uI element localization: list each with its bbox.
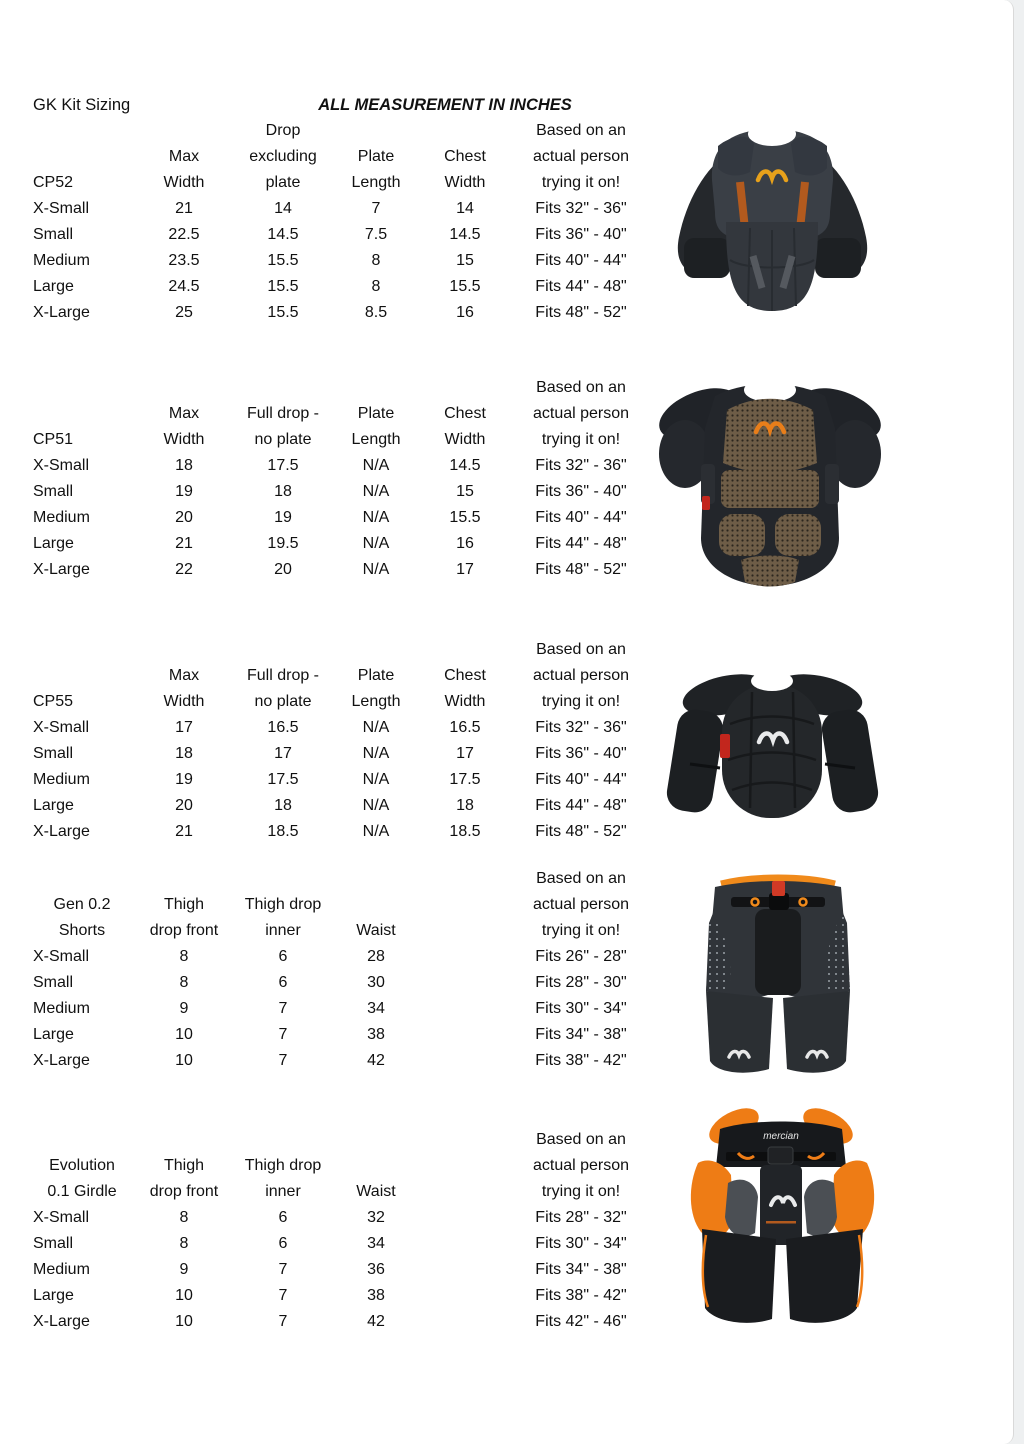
column-header: trying it on! [541,922,621,939]
value-cell: 18 [456,797,474,814]
value-cell: Fits 36" - 40" [535,226,627,243]
value-cell: 16.5 [449,719,481,736]
column-header: trying it on! [541,693,621,710]
column-header: inner [265,1183,301,1200]
value-cell: N/A [362,745,390,762]
size-label: Small [33,226,74,243]
table-title: Evolution [49,1157,115,1174]
value-cell: 10 [175,1313,193,1330]
value-cell: 7.5 [364,226,388,243]
value-cell: 19 [175,483,193,500]
value-cell: 17.5 [267,771,299,788]
value-cell: 15.5 [449,509,481,526]
shorts-product-photo [693,873,863,1083]
column-header: Width [163,431,205,448]
shorts-right-leg [783,991,850,1073]
value-cell: 14.5 [449,226,481,243]
value-cell: N/A [362,509,390,526]
value-cell: 17.5 [267,457,299,474]
size-label: X-Large [33,823,90,840]
value-cell: Fits 38" - 42" [535,1052,627,1069]
cp55-left-arm [664,707,725,815]
column-header: Waist [356,922,396,939]
column-header: Thigh drop [244,1157,322,1174]
value-cell: Fits 36" - 40" [535,483,627,500]
column-header: trying it on! [541,1183,621,1200]
cp52-product-photo [650,110,895,320]
column-header: actual person [532,405,630,422]
value-cell: 18 [175,745,193,762]
value-cell: 14.5 [267,226,299,243]
value-cell: Fits 34" - 38" [535,1026,627,1043]
size-label: X-Large [33,561,90,578]
column-header: Length [351,693,401,710]
value-cell: 8 [179,1235,189,1252]
value-cell: 6 [278,948,288,965]
column-header: Based on an [536,379,626,396]
value-cell: 42 [367,1052,385,1069]
value-cell: 21 [175,200,193,217]
column-header: Based on an [536,870,626,887]
column-header: Width [444,431,486,448]
table-title: Gen 0.2 [53,896,111,913]
value-cell: 15.5 [267,304,299,321]
value-cell: 36 [367,1261,385,1278]
column-header: Thigh drop [244,896,322,913]
size-label: X-Small [33,200,90,217]
value-cell: 19.5 [267,535,299,552]
column-header: Width [444,174,486,191]
size-label: X-Small [33,719,90,736]
value-cell: 8 [371,278,381,295]
value-cell: Fits 44" - 48" [535,535,627,552]
value-cell: 42 [367,1313,385,1330]
value-cell: 28 [367,948,385,965]
value-cell: Fits 40" - 44" [535,509,627,526]
column-header: Width [444,693,486,710]
value-cell: 16 [456,304,474,321]
value-cell: 24.5 [168,278,200,295]
column-header: Max [168,405,200,422]
column-header: actual person [532,148,630,165]
size-label: Medium [33,1261,90,1278]
value-cell: 38 [367,1287,385,1304]
value-cell: Fits 48" - 52" [535,561,627,578]
value-cell: 7 [278,1261,288,1278]
value-cell: 19 [175,771,193,788]
value-cell: N/A [362,823,390,840]
table-title: CP51 [33,431,74,448]
value-cell: Fits 36" - 40" [535,745,627,762]
column-header: Based on an [536,122,626,139]
value-cell: 6 [278,1209,288,1226]
size-label: X-Large [33,1052,90,1069]
column-header: Based on an [536,641,626,658]
value-cell: 8 [179,974,189,991]
value-cell: 15.5 [267,278,299,295]
value-cell: 18 [274,483,292,500]
cp51-red-tag [702,496,710,510]
value-cell: N/A [362,535,390,552]
girdle-right-leg [786,1229,863,1323]
size-label: X-Large [33,304,90,321]
value-cell: 6 [278,974,288,991]
value-cell: 7 [371,200,381,217]
value-cell: 32 [367,1209,385,1226]
value-cell: 18.5 [267,823,299,840]
column-header: no plate [254,693,312,710]
table-title: CP55 [33,693,74,710]
value-cell: 25 [175,304,193,321]
value-cell: 34 [367,1000,385,1017]
value-cell: 14 [456,200,474,217]
value-cell: Fits 40" - 44" [535,252,627,269]
value-cell: 8 [179,948,189,965]
size-label: X-Large [33,1313,90,1330]
mercian-brand-text: mercian [763,1131,799,1142]
value-cell: 30 [367,974,385,991]
cp51-product-photo [655,368,885,593]
value-cell: 8 [179,1209,189,1226]
value-cell: 15.5 [267,252,299,269]
column-header: Width [163,693,205,710]
value-cell: N/A [362,771,390,788]
column-header: trying it on! [541,174,621,191]
column-header: Plate [357,148,395,165]
value-cell: 15 [456,252,474,269]
size-label: Medium [33,252,90,269]
column-header: inner [265,922,301,939]
value-cell: Fits 34" - 38" [535,1261,627,1278]
value-cell: 17 [175,719,193,736]
value-cell: 9 [179,1261,189,1278]
value-cell: Fits 30" - 34" [535,1235,627,1252]
column-header: excluding [249,148,317,165]
value-cell: 10 [175,1287,193,1304]
value-cell: 20 [175,797,193,814]
column-header: Chest [444,148,486,165]
value-cell: 18.5 [449,823,481,840]
column-header: trying it on! [541,431,621,448]
value-cell: 22 [175,561,193,578]
value-cell: 16 [456,535,474,552]
value-cell: 10 [175,1052,193,1069]
size-label: Large [33,797,74,814]
column-header: Width [163,174,205,191]
value-cell: 16.5 [267,719,299,736]
value-cell: 6 [278,1235,288,1252]
value-cell: 14 [274,200,292,217]
column-header: Waist [356,1183,396,1200]
value-cell: 17 [456,745,474,762]
value-cell: 22.5 [168,226,200,243]
column-header: actual person [532,1157,630,1174]
value-cell: 15 [456,483,474,500]
cp55-right-arm [819,707,880,815]
column-header: Length [351,431,401,448]
girdle-right-hip-pad [832,1160,874,1237]
value-cell: 38 [367,1026,385,1043]
value-cell: Fits 40" - 44" [535,771,627,788]
value-cell: 18 [175,457,193,474]
size-label: Large [33,278,74,295]
value-cell: Fits 28" - 30" [535,974,627,991]
column-header: Max [168,148,200,165]
size-label: Small [33,745,74,762]
value-cell: 7 [278,1000,288,1017]
value-cell: Fits 30" - 34" [535,1000,627,1017]
sizing-table-cp52 [0,118,660,326]
column-header: Full drop - [246,667,320,684]
value-cell: 7 [278,1287,288,1304]
column-header: Length [351,174,401,191]
page-title: GK Kit Sizing [33,96,131,114]
value-cell: Fits 44" - 48" [535,278,627,295]
value-cell: 19 [274,509,292,526]
value-cell: N/A [362,483,390,500]
size-label: X-Small [33,1209,90,1226]
value-cell: N/A [362,457,390,474]
column-header: Plate [357,667,395,684]
size-label: X-Small [33,948,90,965]
table-title: 0.1 Girdle [47,1183,117,1200]
sizing-table-cp55 [0,637,660,845]
value-cell: Fits 44" - 48" [535,797,627,814]
column-header: Thigh [163,1157,205,1174]
column-header: Thigh [163,896,205,913]
value-cell: 20 [274,561,292,578]
value-cell: Fits 28" - 32" [535,1209,627,1226]
size-label: Small [33,483,74,500]
column-header: plate [265,174,301,191]
column-header: Plate [357,405,395,422]
column-header: actual person [532,667,630,684]
value-cell: 9 [179,1000,189,1017]
value-cell: Fits 32" - 36" [535,200,627,217]
girdle-product-photo [680,1103,885,1338]
size-label: Medium [33,509,90,526]
girdle-left-leg [702,1229,776,1323]
column-header: Max [168,667,200,684]
table-title: Shorts [58,922,106,939]
shorts-red-logo-tag [772,881,785,896]
column-header: Chest [444,667,486,684]
value-cell: Fits 32" - 36" [535,719,627,736]
column-header: drop front [149,1183,219,1200]
value-cell: N/A [362,719,390,736]
value-cell: 18 [274,797,292,814]
value-cell: 17.5 [449,771,481,788]
value-cell: 21 [175,823,193,840]
value-cell: 14.5 [449,457,481,474]
value-cell: Fits 38" - 42" [535,1287,627,1304]
sizing-table-shorts [0,866,660,1074]
sizing-table-cp51 [0,375,660,583]
value-cell: 17 [274,745,292,762]
value-cell: Fits 42" - 46" [535,1313,627,1330]
measurement-banner: ALL MEASUREMENT IN INCHES [318,96,572,114]
size-label: Small [33,974,74,991]
value-cell: 7 [278,1026,288,1043]
sizing-table-girdle [0,1127,660,1335]
table-title: CP52 [33,174,74,191]
column-header: actual person [532,896,630,913]
value-cell: Fits 48" - 52" [535,304,627,321]
value-cell: Fits 32" - 36" [535,457,627,474]
value-cell: Fits 26" - 28" [535,948,627,965]
shorts-left-leg [706,991,773,1073]
value-cell: N/A [362,797,390,814]
column-header: Full drop - [246,405,320,422]
column-header: Drop [265,122,301,139]
value-cell: 15.5 [449,278,481,295]
column-header: Chest [444,405,486,422]
value-cell: Fits 48" - 52" [535,823,627,840]
size-label: Large [33,1287,74,1304]
value-cell: 17 [456,561,474,578]
column-header: Based on an [536,1131,626,1148]
cp55-product-photo [660,668,885,826]
size-label: X-Small [33,457,90,474]
column-header: no plate [254,431,312,448]
value-cell: 8.5 [364,304,388,321]
value-cell: 7 [278,1313,288,1330]
column-header: drop front [149,922,219,939]
size-label: Large [33,1026,74,1043]
size-label: Large [33,535,74,552]
value-cell: 21 [175,535,193,552]
value-cell: 34 [367,1235,385,1252]
size-label: Small [33,1235,74,1252]
value-cell: 7 [278,1052,288,1069]
value-cell: N/A [362,561,390,578]
value-cell: 20 [175,509,193,526]
cp55-red-tag [720,734,730,758]
size-label: Medium [33,1000,90,1017]
value-cell: 10 [175,1026,193,1043]
value-cell: 23.5 [168,252,200,269]
size-label: Medium [33,771,90,788]
value-cell: 8 [371,252,381,269]
